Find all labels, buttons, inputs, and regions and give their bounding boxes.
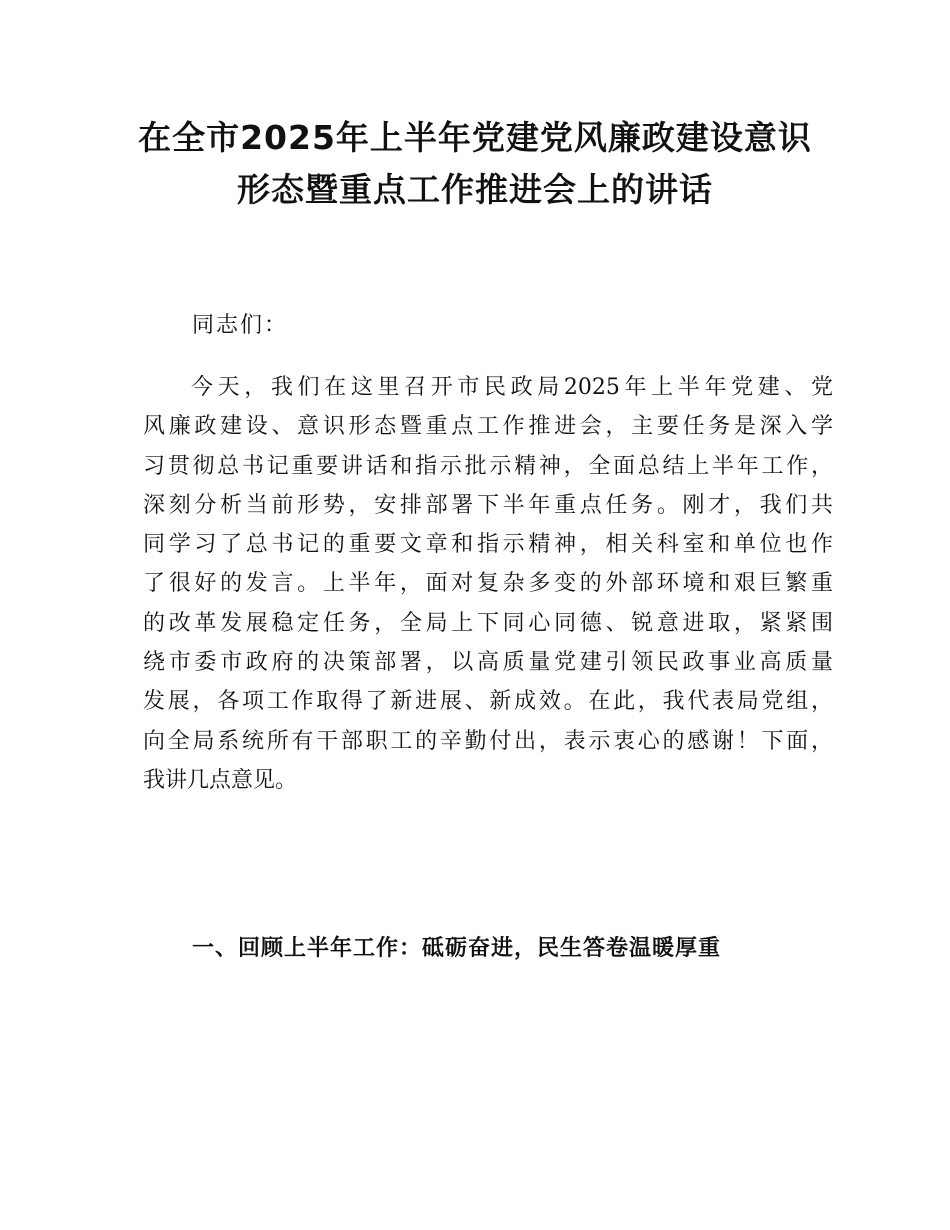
- paragraph-line: 的改革发展稳定任务，全局上下同心同德、锐意进取，紧紧围: [143, 610, 833, 636]
- paragraph-line: 风廉政建设、意识形态暨重点工作推进会，主要任务是深入学: [143, 414, 833, 440]
- paragraph-line: 发展，各项工作取得了新进展、新成效。在此，我代表局党组，: [143, 689, 833, 715]
- paragraph-line: 今天，我们在这里召开市民政局2025年上半年党建、党: [191, 375, 833, 400]
- greeting: 同志们：: [192, 313, 289, 338]
- paragraph-line: 了很好的发言。上半年，面对复杂多变的外部环境和艰巨繁重: [143, 571, 833, 597]
- paragraph-line: 同学习了总书记的重要文章和指示精神，相关科室和单位也作: [143, 532, 833, 558]
- section-heading: 一、回顾上半年工作：砥砺奋进，民生答卷温暖厚重: [192, 936, 722, 961]
- paragraph-line: 深刻分析当前形势，安排部署下半年重点任务。刚才，我们共: [143, 492, 833, 518]
- title-line-1: 在全市2025年上半年党建党风廉政建设意识: [138, 118, 812, 157]
- document-title: [100, 112, 850, 216]
- paragraph-line: 向全局系统所有干部职工的辛勤付出，表示衷心的感谢！下面，: [143, 728, 833, 754]
- body-paragraph: [143, 368, 833, 800]
- title-line-2: 形态暨重点工作推进会上的讲话: [237, 170, 713, 209]
- paragraph-line: 习贯彻总书记重要讲话和指示批示精神，全面总结上半年工作，: [143, 453, 833, 479]
- paragraph-line: 绕市委市政府的决策部署，以高质量党建引领民政事业高质量: [143, 650, 833, 676]
- paragraph-line: 我讲几点意见。: [143, 767, 298, 793]
